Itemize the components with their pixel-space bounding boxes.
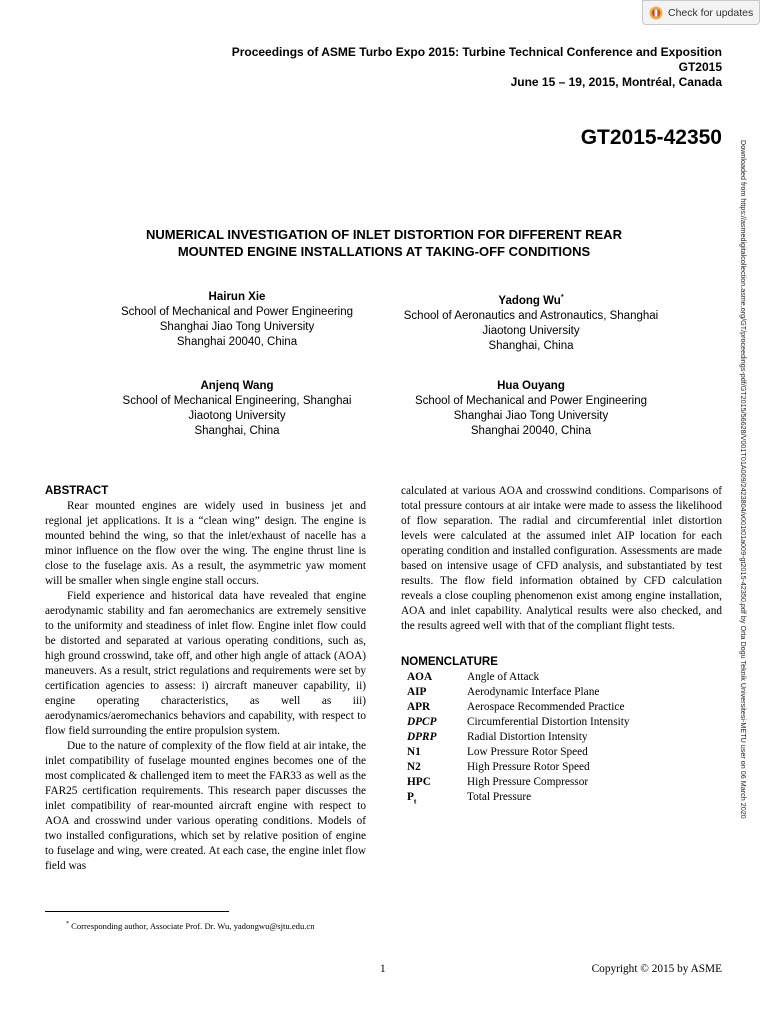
author-affiliation: Shanghai, China (488, 339, 574, 352)
footnote-mark: * (66, 921, 69, 927)
nomenclature-symbol: HPC (407, 776, 431, 788)
nomenclature-definition: High Pressure Rotor Speed (467, 761, 590, 773)
corresponding-mark: * (560, 294, 564, 301)
nomenclature-row (407, 700, 630, 715)
footnote-divider (45, 911, 229, 912)
nomenclature-table (407, 670, 630, 808)
conference-name: Proceedings of ASME Turbo Expo 2015: Turbine Technical Conference and Exposition (231, 45, 722, 59)
author-affiliation: Jiaotong University (482, 324, 580, 337)
nomenclature-row (407, 685, 630, 700)
author-affiliation: Shanghai 20040, China (176, 336, 298, 348)
symbol-base: P (407, 791, 414, 803)
nomenclature-symbol: APR (407, 701, 431, 713)
nomenclature-definition: Circumferential Distortion Intensity (467, 716, 630, 728)
nomenclature-symbol: AIP (407, 686, 427, 698)
left-column (45, 484, 366, 874)
nomenclature-row (407, 715, 630, 730)
symbol-subscript: t (413, 796, 417, 806)
abstract-paragraph: Due to the nature of complexity of the flow field at air intake, the inlet compatibility of fuselage mounted engines becomes one of the most complicated & challenged item to meet the FAR33 as well as the FAR25 certification requirements. This research paper discusses the inlet compatibility of rear-mounted aircraft engine with respect to AOA and crosswind under various operating conditions. Models of two installed configurations, which set by relative position of engine to fuselage and wing, were created. At each case, the engine inlet flow field was (45, 740, 366, 872)
paper-id: GT2015-42350 (580, 126, 722, 149)
check-for-updates-button[interactable] (642, 0, 760, 25)
author-affiliation: Shanghai 20040, China (470, 425, 592, 437)
nomenclature-definition: Aerodynamic Interface Plane (467, 686, 600, 698)
nomenclature-symbol: DPCP (407, 716, 437, 728)
author-affiliation: School of Mechanical and Power Engineering (414, 395, 648, 407)
nomenclature-row (407, 790, 630, 808)
author-name: Hairun Xie (208, 291, 266, 303)
author-affiliation: School of Aeronautics and Astronautics, Shanghai (403, 309, 659, 322)
download-note (737, 140, 748, 880)
author-affiliation: Shanghai, China (194, 425, 280, 437)
abstract-paragraph: Field experience and historical data have revealed that engine aerodynamic stability and fan aeromechanics are extremely sensitive to the uniformity and steadiness of inlet flow. Engine inlet flow could be distorted and separated at various operating conditions, such as, high ground crosswind, take off, and other high angle of attack (AOA) maneuvers. As a result, strict regulations and requirements were set by certification agencies to assess: i) aircraft maneuver capability, ii) engine operating characteristics, as well as iii) aerodynamics/aeromechanics behaviors and capability, with respect to flow field surrounding the entire propulsion system. (45, 590, 366, 737)
nomenclature-row (407, 775, 630, 790)
author-affiliation: Shanghai Jiao Tong University (159, 321, 315, 333)
nomenclature-symbol (407, 790, 467, 808)
nomenclature-row (407, 745, 630, 760)
nomenclature-definition: High Pressure Compressor (467, 776, 589, 788)
conference-date-place: June 15 – 19, 2015, Montréal, Canada (510, 75, 722, 89)
author-name: Hua Ouyang (497, 380, 565, 392)
right-column (401, 484, 722, 808)
conference-code: GT2015 (678, 60, 722, 74)
abstract-heading: ABSTRACT (45, 485, 109, 497)
author-affiliation: School of Mechanical and Power Engineering (120, 306, 354, 318)
crossmark-icon (649, 6, 663, 20)
nomenclature-heading: NOMENCLATURE (401, 656, 498, 668)
nomenclature-row (407, 670, 630, 685)
nomenclature-row (407, 730, 630, 745)
author-block (100, 290, 374, 350)
download-note-text: Downloaded from https://asmedigitalcollection.asme.org/GT/proceedings-pdf/GT2015/56628/V001T01A009/2423804/v001t01a009-gt2015-42350.pdf by Orta Dogu Teknik Universitesi-METU user on 06 March 2020 (739, 140, 748, 819)
abstract-paragraph: Rear mounted engines are widely used in business jet and regional jet applications. It is a “clean wing” design. The engine is mounted behind the wing, so that the inlet/exhaust of nacelle has a minor influence on the flow over the wing. The engine thrust line is close to the fuselage axis. As a result, the asymmetric yaw moment will be smaller when single engine stall occurs. (45, 500, 366, 587)
nomenclature-definition: Angle of Attack (467, 671, 540, 683)
nomenclature-symbol: N1 (407, 746, 421, 758)
nomenclature-definition: Aerospace Recommended Practice (467, 701, 625, 713)
author-block (393, 290, 669, 354)
page-number: 1 (380, 963, 386, 975)
nomenclature-symbol: N2 (407, 761, 421, 773)
author-name: Anjenq Wang (200, 380, 274, 392)
nomenclature-definition: Low Pressure Rotor Speed (467, 746, 588, 758)
author-affiliation: Shanghai Jiao Tong University (453, 410, 609, 422)
author-block (393, 379, 669, 439)
footnote-text: Corresponding author, Associate Prof. Dr. Wu, yadongwu@sjtu.edu.cn (71, 920, 315, 931)
nomenclature-definition: Total Pressure (467, 791, 532, 803)
nomenclature-symbol: AOA (407, 671, 433, 683)
author-block (100, 379, 374, 439)
title-line-1: NUMERICAL INVESTIGATION OF INLET DISTORTION FOR DIFFERENT REAR (146, 227, 622, 242)
author-affiliation: Jiaotong University (188, 410, 286, 422)
conference-header (122, 45, 722, 90)
nomenclature-symbol: DPRP (407, 731, 437, 743)
check-for-updates-label: Check for updates (668, 6, 754, 19)
title-line-2: MOUNTED ENGINE INSTALLATIONS AT TAKING-OFF CONDITIONS (177, 244, 591, 259)
footnote (66, 918, 315, 932)
copyright: Copyright © 2015 by ASME (591, 963, 722, 975)
nomenclature-row (407, 760, 630, 775)
abstract-paragraph: calculated at various AOA and crosswind conditions. Comparisons of total pressure contours at air intake were made to assess the likelihood of flow separation. The radial and circumferential inlet distortion levels were calculated at the assumed inlet AIP location for each operating condition and installed configuration. Assessments are made based on intensive usage of CFD analysis, and substantiated by test results. The flow field information obtained by CFD calculation reveals a close coupling phenomenon exist among engine installation, AOA and inlet capability. Analytical results were also checked, and the results agreed well with that of the compliant flight tests. (401, 485, 722, 632)
nomenclature-definition: Radial Distortion Intensity (467, 731, 588, 743)
paper-title (84, 226, 684, 260)
author-name: Yadong Wu (498, 294, 561, 307)
author-affiliation: School of Mechanical Engineering, Shanghai (122, 395, 352, 407)
